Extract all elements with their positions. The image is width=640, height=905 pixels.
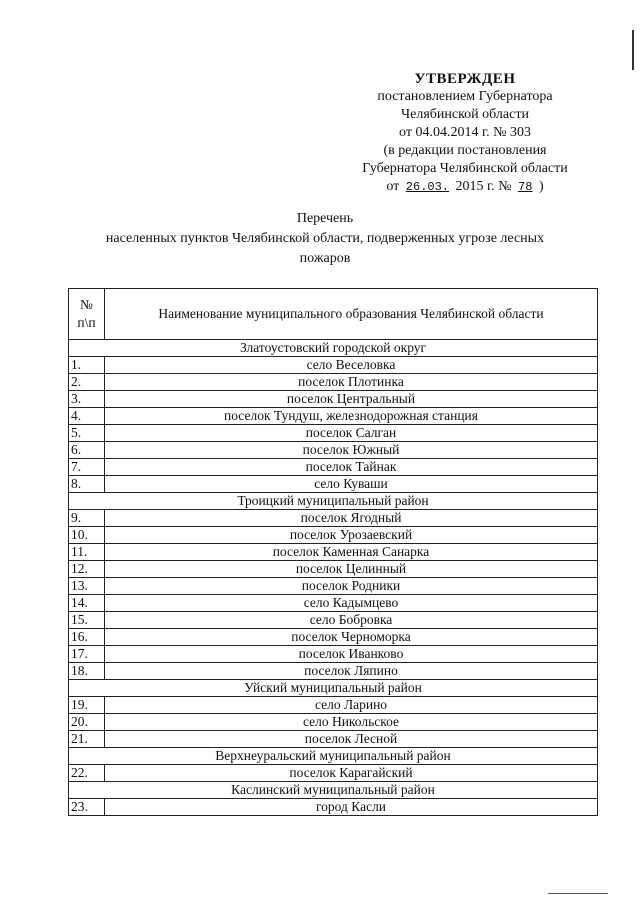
table-row bbox=[69, 646, 598, 663]
scan-foot-mark bbox=[548, 893, 608, 894]
table-row bbox=[69, 612, 598, 629]
header-number-line-1: № bbox=[80, 297, 93, 312]
approval-line-3: от 04.04.2014 г. № 303 bbox=[399, 125, 531, 140]
date-year: 2015 г. bbox=[455, 179, 495, 194]
heading-line-2: населенных пунктов Челябинской области, подверженных угрозе лесных bbox=[105, 231, 545, 246]
settlement-name: поселок Плотинка bbox=[105, 374, 598, 391]
table-row bbox=[69, 663, 598, 680]
section-row bbox=[69, 782, 598, 799]
scan-edge-mark bbox=[632, 30, 634, 70]
section-title: Троицкий муниципальный район bbox=[69, 493, 598, 510]
row-number: 8. bbox=[69, 476, 105, 493]
heading-line-3: пожаров bbox=[299, 251, 351, 266]
table-row bbox=[69, 527, 598, 544]
settlement-name: поселок Южный bbox=[105, 442, 598, 459]
table-row bbox=[69, 544, 598, 561]
section-title: Верхнеуральский муниципальный район bbox=[69, 748, 598, 765]
table-row bbox=[69, 714, 598, 731]
row-number: 15. bbox=[69, 612, 105, 629]
row-number: 22. bbox=[69, 765, 105, 782]
section-title: Уйский муниципальный район bbox=[69, 680, 598, 697]
approval-line-5: Губернатора Челябинской области bbox=[362, 161, 568, 176]
table-header-row bbox=[69, 289, 598, 340]
row-number: 7. bbox=[69, 459, 105, 476]
settlement-name: поселок Иванково bbox=[105, 646, 598, 663]
number-sign: № bbox=[498, 179, 512, 194]
row-number: 10. bbox=[69, 527, 105, 544]
table-row bbox=[69, 578, 598, 595]
section-title: Златоустовский городской округ bbox=[69, 340, 598, 357]
settlement-name: город Касли bbox=[105, 799, 598, 816]
settlement-name: село Никольское bbox=[105, 714, 598, 731]
settlement-name: поселок Родники bbox=[105, 578, 598, 595]
approval-dateline bbox=[340, 178, 590, 196]
row-number: 12. bbox=[69, 561, 105, 578]
table-row bbox=[69, 561, 598, 578]
row-number: 4. bbox=[69, 408, 105, 425]
row-number: 13. bbox=[69, 578, 105, 595]
section-row bbox=[69, 340, 598, 357]
table-row bbox=[69, 510, 598, 527]
settlement-name: поселок Центральный bbox=[105, 391, 598, 408]
settlement-name: поселок Тайнак bbox=[105, 459, 598, 476]
row-number: 23. bbox=[69, 799, 105, 816]
table-row bbox=[69, 799, 598, 816]
heading-line-1: Перечень bbox=[296, 211, 354, 226]
table-row bbox=[69, 629, 598, 646]
row-number: 3. bbox=[69, 391, 105, 408]
row-number: 9. bbox=[69, 510, 105, 527]
section-row bbox=[69, 680, 598, 697]
section-title: Каслинский муниципальный район bbox=[69, 782, 598, 799]
approval-title: УТВЕРЖДЕН bbox=[414, 71, 516, 87]
approval-line-4: (в редакции постановления bbox=[383, 143, 547, 158]
approval-stamp bbox=[340, 70, 590, 196]
settlement-name: поселок Ягодный bbox=[105, 510, 598, 527]
row-number: 11. bbox=[69, 544, 105, 561]
document-heading bbox=[60, 209, 590, 269]
settlement-name: поселок Карагайский bbox=[105, 765, 598, 782]
table-row bbox=[69, 595, 598, 612]
settlement-name: поселок Целинный bbox=[105, 561, 598, 578]
row-number: 5. bbox=[69, 425, 105, 442]
table-row bbox=[69, 459, 598, 476]
settlement-name: поселок Ляпино bbox=[105, 663, 598, 680]
approval-line-1: постановлением Губернатора bbox=[377, 89, 553, 104]
settlement-name: село Ларино bbox=[105, 697, 598, 714]
settlement-name: поселок Тундуш, железнодорожная станция bbox=[105, 408, 598, 425]
table-row bbox=[69, 425, 598, 442]
settlement-name: поселок Каменная Санарка bbox=[105, 544, 598, 561]
header-number bbox=[69, 289, 105, 340]
date-prefix: от bbox=[386, 179, 400, 194]
table-row bbox=[69, 442, 598, 459]
table-body bbox=[69, 340, 598, 816]
header-name: Наименование муниципального образования Челябинской области bbox=[105, 289, 598, 340]
settlement-name: поселок Черноморка bbox=[105, 629, 598, 646]
row-number: 17. bbox=[69, 646, 105, 663]
row-number: 16. bbox=[69, 629, 105, 646]
approval-line-2: Челябинской области bbox=[401, 107, 529, 122]
settlement-name: село Кадымцево bbox=[105, 595, 598, 612]
row-number: 14. bbox=[69, 595, 105, 612]
table-row bbox=[69, 731, 598, 748]
row-number: 2. bbox=[69, 374, 105, 391]
table-row bbox=[69, 476, 598, 493]
settlement-name: поселок Салган bbox=[105, 425, 598, 442]
settlement-name: село Куваши bbox=[105, 476, 598, 493]
table-row bbox=[69, 765, 598, 782]
section-row bbox=[69, 748, 598, 765]
row-number: 18. bbox=[69, 663, 105, 680]
row-number: 21. bbox=[69, 731, 105, 748]
close-paren: ) bbox=[538, 179, 544, 194]
section-row bbox=[69, 493, 598, 510]
header-number-line-2: п\п bbox=[77, 315, 96, 330]
row-number: 20. bbox=[69, 714, 105, 731]
table-row bbox=[69, 374, 598, 391]
table-row bbox=[69, 408, 598, 425]
settlements-table bbox=[68, 288, 598, 816]
settlement-name: поселок Урозаевский bbox=[105, 527, 598, 544]
row-number: 6. bbox=[69, 442, 105, 459]
settlement-name: село Бобровка bbox=[105, 612, 598, 629]
row-number: 19. bbox=[69, 697, 105, 714]
settlement-name: село Веселовка bbox=[105, 357, 598, 374]
number-value: 78 bbox=[518, 180, 533, 194]
date-day: 26.03. bbox=[405, 180, 450, 194]
table-row bbox=[69, 357, 598, 374]
table-row bbox=[69, 697, 598, 714]
table-row bbox=[69, 391, 598, 408]
row-number: 1. bbox=[69, 357, 105, 374]
settlement-name: поселок Лесной bbox=[105, 731, 598, 748]
